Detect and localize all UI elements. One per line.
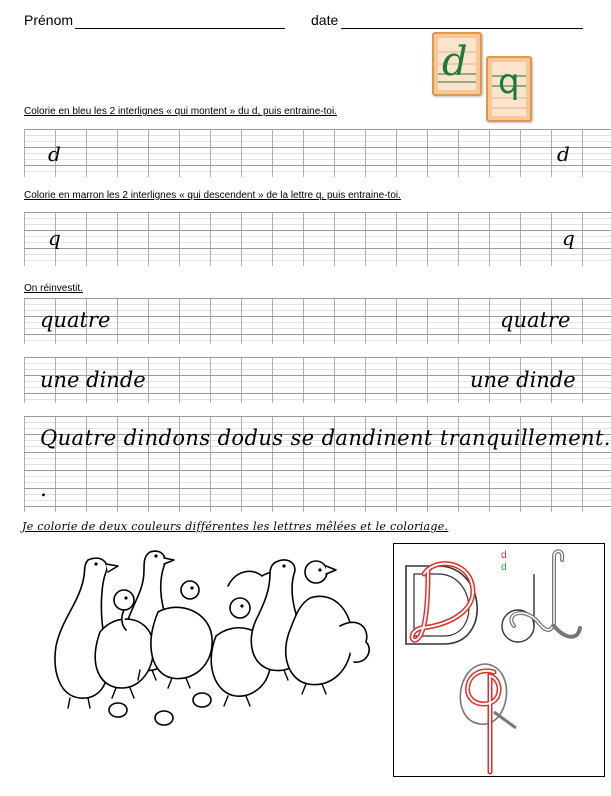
turkeys-illustration[interactable] bbox=[40, 542, 380, 742]
model-dot: . bbox=[40, 477, 47, 502]
goose-center-beak bbox=[164, 558, 174, 564]
model-letter-q-end: q bbox=[562, 226, 575, 250]
coloring-title: Je colorie de deux couleurs différentes les lettres mêlées et le coloriage. bbox=[22, 520, 449, 533]
turkey-two-head bbox=[181, 581, 199, 599]
model-sentence: Quatre dindons dodus se dandinent tranquillement. bbox=[40, 426, 611, 450]
chick-three bbox=[193, 693, 211, 707]
mixed-letters-drawing bbox=[394, 544, 604, 776]
exercise3-instruction: On réinvestit. bbox=[24, 283, 83, 294]
ruled-lines-2 bbox=[24, 212, 611, 266]
date-field[interactable] bbox=[341, 28, 583, 29]
goose-left-beak bbox=[106, 564, 118, 572]
turkey-three-head bbox=[230, 598, 250, 618]
legend-d-red: d bbox=[501, 550, 507, 561]
turkey-one-head bbox=[114, 590, 134, 610]
writing-band-4[interactable] bbox=[24, 357, 611, 403]
capital-q-tail bbox=[494, 712, 516, 728]
model-word-dinde-end: une dinde bbox=[470, 368, 576, 392]
turkey-one-body bbox=[95, 619, 153, 688]
letter-card-d bbox=[432, 32, 482, 96]
turkey-big-beak bbox=[326, 566, 336, 574]
cursive-small-d-tail bbox=[554, 626, 580, 637]
ruled-lines-1 bbox=[24, 129, 611, 177]
model-word-quatre-start: quatre bbox=[40, 308, 111, 332]
date-label: date bbox=[311, 12, 339, 28]
writing-band-3[interactable] bbox=[24, 298, 611, 344]
model-letter-q-start: q bbox=[48, 226, 61, 250]
chick-one bbox=[109, 703, 127, 717]
letter-card-q bbox=[486, 56, 532, 122]
model-word-dinde-start: une dinde bbox=[40, 368, 146, 392]
prenom-label: Prénom bbox=[24, 12, 74, 28]
model-letter-d-end: d bbox=[557, 142, 570, 166]
writing-band-2[interactable] bbox=[24, 212, 611, 266]
chick-two bbox=[155, 711, 173, 725]
model-letter-d-start: d bbox=[48, 142, 61, 166]
turkey-two-body bbox=[151, 607, 212, 678]
card-letter-q: q bbox=[498, 62, 520, 102]
legend-d-green: d bbox=[501, 562, 507, 573]
prenom-field[interactable] bbox=[75, 28, 285, 29]
writing-band-5[interactable] bbox=[24, 416, 611, 512]
turkey-big-body bbox=[286, 596, 352, 684]
model-word-quatre-end: quatre bbox=[500, 308, 571, 332]
exercise1-instruction: Colorie en bleu les 2 interlignes « qui montent » du d, puis entraine-toi. bbox=[24, 106, 337, 117]
turkey-big-head bbox=[305, 561, 327, 583]
exercise2-instruction: Colorie en marron les 2 interlignes « qui descendent » de la lettre q, puis entraine-toi. bbox=[24, 190, 401, 201]
writing-band-1[interactable] bbox=[24, 129, 611, 177]
card-letter-d: d bbox=[442, 39, 468, 85]
mixed-letters-box[interactable] bbox=[393, 543, 605, 777]
